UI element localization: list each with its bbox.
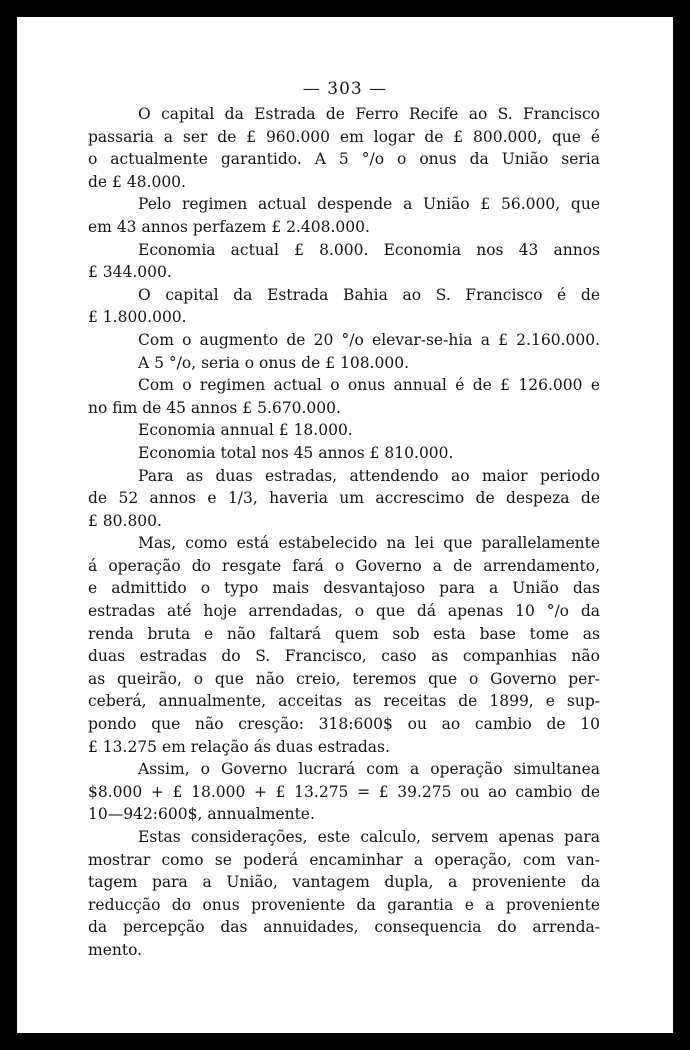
text-line: passaria a ser de £ 960.000 em logar de £ 800.000, que é [88, 127, 600, 146]
text-line: Economia annual £ 18.000. [138, 421, 353, 440]
text-line: mento. [88, 940, 143, 959]
text-line: as queirão, o que não creio, teremos que o Governo per- [88, 669, 600, 688]
document-page [17, 17, 673, 1033]
text-line: Para as duas estradas, attendendo ao maior periodo [138, 466, 600, 485]
text-line: Estas considerações, este calculo, servem apenas para [138, 828, 600, 846]
text-line: 10—942:600$, annualmente. [88, 805, 315, 824]
text-line: Economia actual £ 8.000. Economia nos 43 annos [138, 240, 600, 259]
text-line: no fim de 45 annos £ 5.670.000. [88, 398, 341, 417]
text-line: mostrar como se poderá encaminhar a operação, com van- [88, 850, 600, 869]
text-line: Com o augmento de 20 °/o elevar-se-hia a £ 2.160.000. [138, 330, 600, 349]
text-line: estradas até hoje arrendadas, o que dá apenas 10 °/o da [88, 602, 600, 621]
text-line: duas estradas do S. Francisco, caso as companhias não [88, 647, 600, 666]
text-line: em 43 annos perfazem £ 2.408.000. [88, 217, 370, 236]
text-body [88, 103, 600, 962]
text-line: á operação do resgate fará o Governo a de arrendamento, [88, 556, 600, 575]
text-line: A 5 °/o, seria o onus de £ 108.000. [138, 353, 410, 372]
page-number: — 303 — [302, 79, 388, 99]
text-line: £ 344.000. [88, 263, 172, 282]
text-line: tagem para a União, vantagem dupla, a proveniente da [88, 873, 600, 892]
text-line: renda bruta e não faltará quem sob esta base tome as [88, 624, 600, 643]
text-line: de £ 48.000. [88, 172, 186, 191]
text-line: O capital da Estrada de Ferro Recife ao S. Francisco [138, 105, 600, 123]
text-line: da percepção das annuidades, consequencia do arrenda- [88, 918, 600, 937]
text-line: £ 1.800.000. [88, 308, 187, 327]
text-line: reducção do onus proveniente da garantia e a proveniente [88, 895, 600, 914]
text-line: $8.000 + £ 18.000 + £ 13.275 = £ 39.275 ou ao cambio de [88, 782, 600, 801]
text-line: £ 80.800. [88, 511, 162, 530]
text-line: pondo que não cresção: 318:600$ ou ao cambio de 10 [88, 715, 600, 734]
text-line: Pelo regimen actual despende a União £ 56.000, que [138, 195, 600, 214]
text-line: de 52 annos e 1/3, haveria um accrescimo de despeza de [88, 489, 600, 508]
text-line: e admittido o typo mais desvantajoso para a União das [88, 579, 600, 598]
text-line: O capital da Estrada Bahia ao S. Francisco é de [138, 285, 600, 304]
text-line: Mas, como está estabelecido na lei que parallelamente [138, 534, 600, 553]
text-line: ceberá, annualmente, acceitas as receitas de 1899, e sup- [88, 692, 600, 711]
text-line: £ 13.275 em relação ás duas estradas. [88, 737, 390, 756]
text-line: Com o regimen actual o onus annual é de £ 126.000 e [138, 376, 600, 395]
text-line: Assim, o Governo lucrará com a operação simultanea [138, 760, 600, 779]
text-line: Economia total nos 45 annos £ 810.000. [138, 443, 454, 462]
text-line: o actualmente garantido. A 5 °/o o onus da União seria [88, 150, 600, 169]
